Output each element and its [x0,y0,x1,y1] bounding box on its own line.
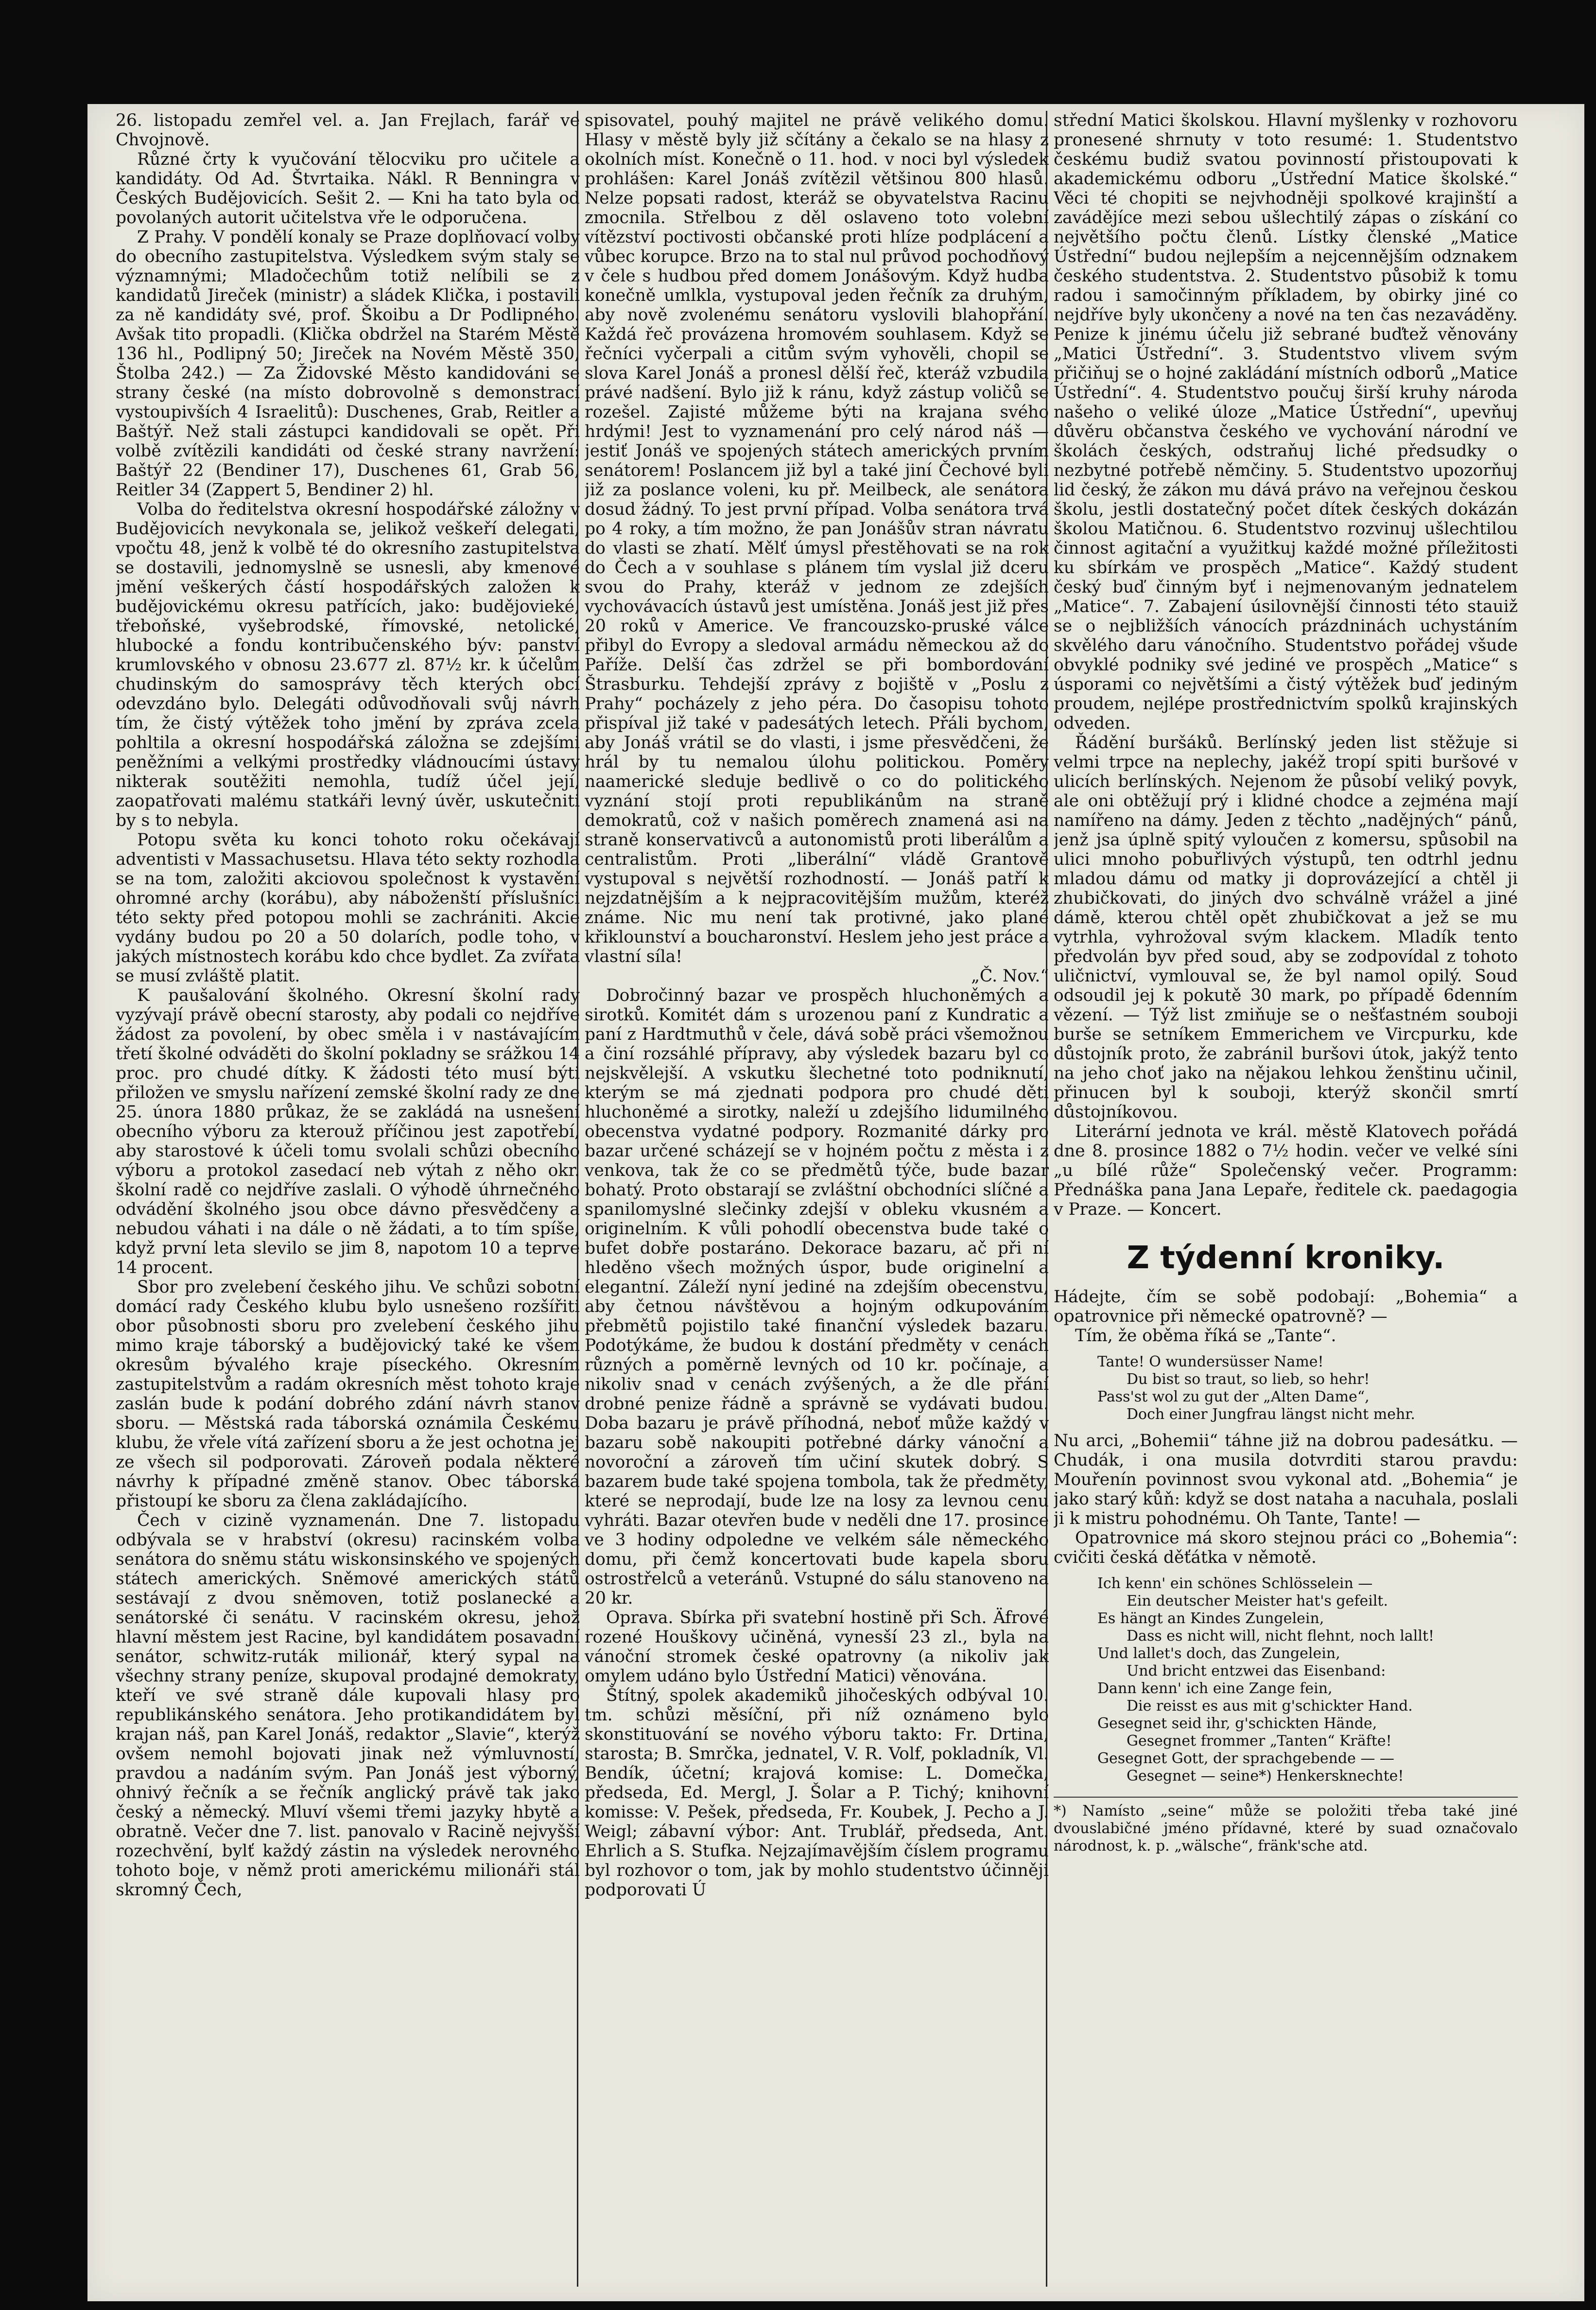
poem-line: Gesegnet — seine*) Henkersknechte! [1127,1768,1404,1785]
article-paragraph: Štítný, spolek akademiků jihočeských odbýval 10. tm. schůzi měsíční, při níž oznámeno bylo skonstituování se nového výboru takto: Fr. Drtina, starosta; B. Smrčka, jednatel, V. R. Volf, pokladník, Vl. Bendík, účetní; krajová komise: L. Domečka, předseda, Ed. Mergl, J. Šolar a P. Tichý; knihovní komisse: V. Pešek, předseda, Fr. Koubek, J. Pecho a J. Weigl; zábavní výbor: Ant. Trublář, předseda, Ant. Ehrlich a S. Stufka. Nejzajímavějším číslem programu byl rozhovor o tom, jak by mohlo studentstvo účinněji podporovati Ú [585,1686,1049,1900]
poem-line: Und bricht entzwei das Eisenband: [1127,1662,1386,1680]
poem-line: Die reisst es aus mit g'schickter Hand. [1127,1698,1413,1715]
article-paragraph: Různé črty k vyučování tělocviku pro učitele a kandidáty. Od Ad. Štvrtaika. Nákl. R Benningra v Českých Budějovicích. Sešit 2. — Kni ha tato byla od povolaných autorit učitelstva vře le odporučena. [116,150,580,228]
poem-line: Pass'st wol zu gut der „Alten Dame“, [1097,1388,1370,1405]
newspaper-page [87,104,1584,2301]
poem-line: Gesegnet Gott, der sprachgebende — — [1097,1750,1395,1767]
article-paragraph: K paušalování školného. Okresní školní rady vyzývají právě obecní starosty, aby podali co nejdříve žádost za povolení, by obec směla i v nastávajícím třetí školné odváděti do školní pokladny se srážkou 14 proc. pro chudé dítky. K žádosti této musí býti přiložen ve smyslu nařízení zemské školní rady ze dne 25. února 1880 průkaz, že se zakládá na usnešení obecního výboru za kterouž příčinou jest zapotřebí, aby starostové k účeli tomu svolali schůzi obecního výboru a protokol zasedací neb výtah z něho okr. školní radě co nejdříve zaslali. O výhodě úhrnečného odvádění školného jsou obce dávno přesvědčeny a nebudou váhati i na dále o ně žádati, a to tím spíše, když první leta slevilo se jim 8, napotom 10 a teprve 14 procent. [116,986,580,1278]
poem-line: Dann kenn' ich eine Zange fein, [1097,1680,1333,1697]
article-paragraph: Opatrovnice má skoro stejnou práci co „Bohemia“: cvičiti česká děťátka v němotě. [1054,1528,1518,1567]
article-paragraph: Tím, že oběma říká se „Tante“. [1075,1326,1336,1346]
poem-line: Du bist so traut, so lieb, so hehr! [1127,1371,1370,1388]
poem-line: Und lallet's doch, das Zungelein, [1097,1645,1340,1662]
article-paragraph: Dobročinný bazar ve prospěch hluchoněmých a sirotků. Komitét dám s urozenou paní z Kundratic a paní z Hardtmuthů v čele, dává sobě práci všemožnou a činí rozsáhlé přípravy, aby výsledek bazaru byl co nejskvělejší. A vskutku šlechetné toto podniknutí, kterým se má zjednati podpora pro chudé děti hluchoněmé a sirotky, naleží u zdejšího lidumilného obecenstva vydatné podpory. Rozmanité dárky pro bazar určené scházejí se v hojném počtu z města i z venkova, tak že co se předmětů týče, bude bazar bohatý. Proto obstarají se zvláštní obchodníci slíčné a spanilomyslné slečinky zdejší v obleku vkusném a originelním. K vůli pohodlí obecenstva bude také o bufet dobře postaráno. Dekorace bazaru, ač při ní hleděno všech možných úspor, bude originelní a elegantní. Záleží nyní jediné na zdejším obecenstvu, aby četnou návštěvou a hojným odkupováním přebmětů pojistilo také finanční výsledek bazaru. Podotýkáme, že budou k dostání předměty v cenách různých a poměrně levných od 10 kr. počínaje, a nikoliv snad v cenách zvýšených, a že dle přání drobné penize řádně a správně se vydávati budou. Doba bazaru je právě příhodná, neboť může každý v bazaru sobě nakoupiti potřebné dárky vánoční a novoroční a zároveň tím učiní skutek dobrý. S bazarem bude také spojena tombola, tak že předměty, které se neprodají, bude lze na losy za levnou cenu vyhráti. Bazar otevřen bude v neděli dne 17. prosince ve 3 hodiny odpoledne ve velkém sále německého domu, při čemž koncertovati bude kapela sboru ostrostřelců a veteránů. Vstupné do sálu stanoveno na 20 kr. [585,986,1049,1608]
article-paragraph: Volba do ředitelstva okresní hospodářské záložny v Budějovicích nevykonala se, jelikož veškeří delegati, vpočtu 48, jenž k volbě té do okresního zastupitelstva se dostavili, jednomyslně se usnesli, aby kmenové jmění veškerých částí hospodářských založen k budějovickému okresu patřících, jako: budějovieké, třeboňské, vyšebrodské, římovské, netolické, hlubocké a fondu kontribučenského býv: panství krumlovského v obnosu 23.677 zl. 87½ kr. k účelům chudinským do samosprávy těch kterých obcí odevzdáno bylo. Delegáti odůvodňovali svůj návrh tím, že čistý výtěžek toho jmění by zpráva zcela pohltila a okresní hospodářská záložna se zdejšími peněžními a velkými prostředky vládnoucími ústavy nikterak soutěžiti nemohla, tudíž účel její, zaopatřovati malému statkáři levný úvěr, uskutečniti by s to nebyla. [116,500,580,830]
poem-line: Gesegnet seid ihr, g'schickten Hände, [1097,1715,1377,1732]
article-paragraph: Sbor pro zvelebení českého jihu. Ve schůzi sobotní domácí rady Českého klubu bylo usnešeno rozšířiti obor působnosti sboru pro zvelebení českého jihu mimo kraje táborský a budějovický také ke všem okresům bývalého kraje píseckého. Okresním zastupitelstvům a radám okresních měst tohoto kraje zaslán bude k podání dobrého zdání návrh stanov sboru. — Městská rada táborská oznámila Českému klubu, že vřele vítá zařízení sboru a že jest ochotna jej ze všech sil podporovati. Zároveň podala některé návrhy k případné změně stanov. Obec táborská přistoupí ke sboru za člena zakládajícího. [116,1278,580,1511]
article-paragraph: Literární jednota ve král. městě Klatovech pořádá dne 8. prosince 1882 o 7½ hodin. večer ve velké síni „u bílé růže“ Společenský večer. Programm: Přednáška pana Jana Lepaře, ředitele ck. paedagogia v Praze. — Koncert. [1054,1122,1518,1219]
article-paragraph: Čech v cizině vyznamenán. Dne 7. listopadu odbývala se v hrabství (okresu) racinském volba senátora do sněmu státu wiskonsinského ve spojených státech amerických. Sněmové amerických států sestávají z dvou sněmoven, totiž poslanecké a senátorské či senátu. V racinském okresu, jehož hlavní městem jest Racine, byl kandidátem posavadní senátor, schwitz-ruták milionář, který sypal na všechny strany peníze, skupoval prodajné demokraty, kteří ve své straně dále kupovali hlasy pro republikánského senátora. Jeho protikandidátem byl krajan náš, pan Karel Jonáš, redaktor „Slavie“, kterýž ovšem nemohl bojovati jinak než výmluvností, pravdou a nadáním svým. Pan Jonáš jest výborný, ohnivý řečník a se řečník anglický právě tak jako český a německý. Mluví všemi třemi jazyky hbytě a obratně. Večer dne 7. list. panovalo v Racině nejvyšší rozechvění, bylť každý zástin na výsledek nerovného tohoto boje, v němž proti americkému milionáři stál skromný Čech, [116,1511,580,1900]
article-paragraph: 26. listopadu zemřel vel. a. Jan Frejlach, farář ve Chvojnově. [116,111,580,150]
article-paragraph: spisovatel, pouhý majitel ne právě velikého domu. Hlasy v městě byly již sčítány a čekalo se na hlasy z okolních míst. Konečně o 11. hod. v noci byl výsledek prohlášen: Karel Jonáš zvítězil většinou 800 hlasů. Nelze popsati radost, kteráž se obyvatelstva Racinu zmocnila. Střelbou z děl oslaveno toto volební vítězství poctivosti občanské proti hlíze podplácení a vůbec korupce. Brzo na to stal nul průvod pochodňový v čele s hudbou před domem Jonášovým. Když hudba konečně umlkla, vystupoval jeden řečník za druhým, aby nově zvolenému senátoru vyslovili blahopřání. Každá řeč provázena hromovém souhlasem. Když se řečníci vyčerpali a citům svým vyhověli, chopil se slova Karel Jonáš a pronesl dělší řeč, kteráž vzbudila právé nadšení. Bylo již k ránu, když zástup voličů se rozešel. Zajisté můžeme býti na krajana svého hrdými! Jest to vyznamenání pro celý národ náš — jestiť Jonáš ve spojených státech amerických prvním senátorem! Poslancem již byl a také jiní Čechové byli již za poslance voleni, ku př. Meilbeck, ale senátora dosud žádný. To jest první případ. Volba senátora trvá po 4 roky, a tím možno, že pan Jonášův stran návratu do vlasti se zhatí. Mělť úmysl přestěhovati se na rok do Čech a v souhlase s plánem tím vyslal již dceru svou do Prahy, kteráž v jednom ze zdejších vychovávacích ústavů jest umístěna. Jonáš jest již přes 20 roků v Americe. Ve francouzsko-pruské válce přibyl do Evropy a sledoval armádu německou až do Paříže. Delší čas zdržel se při bombordování Štrasburku. Tehdejší zprávy z bojiště v „Poslu z Prahy“ pocházely z jeho péra. Do časopisu tohoto přispíval již také v padesátých letech. Přáli bychom, aby Jonáš vrátil se do vlasti, i jsme přesvědčeni, že hrál by tu nemalou úlohu politickou. Poměry naamerické sleduje bedlivě o co do politického vyznání stojí proti republikánům na straně demokratů, což v našich poměrech znamená asi na straně konservativců a autonomistů proti liberálům a centralistům. Proti „liberální“ vládě Grantově vystupoval s největší rozhodností. — Jonáš patří k nejzdatnějším a k nejpracovitějším mužům, kteréž známe. Nic mu není tak protivné, jako plané křiklounství a boucharonství. Heslem jeho jest práce a vlastní síla! [585,111,1049,966]
poem-stanza [1097,1353,1518,1423]
article-source: „Č. Nov.“ [971,966,1049,986]
article-paragraph: Nu arci, „Bohemii“ táhne již na dobrou padesátku. — Chudák, i ona musila dotvrditi starou pravdu: Mouřenín povinnost svou vykonal atd. „Bohemia“ je jako starý kůň: když se dost nataha a nacuhala, poslali ji k mistru pohodnému. Oh Tante, Tante! — [1054,1431,1518,1528]
article-paragraph: Potopu světa ku konci tohoto roku očekávají adventisti v Massachusetsu. Hlava této sekty rozhodla se na tom, založiti akciovou společnost k vystavění ohromné archy (korábu), aby náboženští příslušníci této sekty před potopou mohli se zachrániti. Akcie vydány budou po 20 a 50 dolarích, podle toho, v jakých místnostech korábu kdo chce bydlet. Za zvířata se musí zvláště platit. [116,830,580,986]
column-1 [116,111,580,1900]
article-paragraph: Oprava. Sbírka při svatební hostině při Sch. Äfrové rozené Houškovy učiněná, vynesší 23 zl., byla na vánoční stromek české opatrovny (a nikoliv jak omylem udáno bylo Ústřední Matici) věnována. [585,1608,1049,1686]
poem-stanza [1097,1575,1518,1785]
poem-line: Gesegnet frommer „Tanten“ Kräfte! [1127,1732,1392,1750]
poem-line: Ich kenn' ein schönes Schlösselein — [1097,1575,1373,1592]
poem-line: Ein deutscher Meister hat's gefeilt. [1127,1592,1388,1610]
footnote: *) Namísto „seine“ může se položiti třeba také jiné dvouslabičné jméno přídavné, které by suad označovalo národnost, k. p. „wälsche“, fränk'sche atd. [1054,1797,1518,1855]
article-paragraph: Z Prahy. V pondělí konaly se Praze doplňovací volby do obecního zastupitelstva. Výsledkem svým staly se významnými; Mladočechům totiž nelíbili se z kandidatů Jireček (ministr) a sládek Klička, i postavili za ně kandidáty své, prof. Škoibu a Dr Podlipného. Avšak tito propadli. (Klička obdržel na Starém Městě 136 hl., Podlipný 50; Jireček na Novém Městě 350, Štolba 242.) — Za Židovské Město kandidováni se strany české (na místo dobrovolně s demonstrací vystoupivších 4 Israelitů): Duschenes, Grab, Reitler a Baštýř. Než stali zástupci kandidovali se opět. Při volbě zvítězili kandidáti od české strany navržení: Baštýř 22 (Bendiner 17), Duschenes 61, Grab 56, Reitler 34 (Zappert 5, Bendiner 2) hl. [116,228,580,500]
article-paragraph: Hádejte, čím se sobě podobají: „Bohemia“ a opatrovnice při německé opatrovně? — [1054,1287,1518,1326]
poem-line: Dass es nicht will, nicht flehnt, noch lallt! [1127,1628,1435,1645]
column-3 [1054,111,1518,1855]
poem-line: Doch einer Jungfrau längst nicht mehr. [1127,1406,1415,1423]
column-2 [585,111,1049,1900]
poem-line: Tante! O wundersüsser Name! [1097,1353,1324,1370]
article-paragraph: Řádění buršáků. Berlínský jeden list stěžuje si velmi trpce na neplechy, jakéž tropí spiti buršové v ulicích berlínských. Nejenom že působí veliký povyk, ale oni obtěžují prý i klidné chodce a zejména mají namířeno na dámy. Jeden z těchto „nadějných“ pánů, jenž jsa úplně spitý vyloučen z komersu, spůsobil na ulici mnoho pobuřlivých výstupů, ten odtrhl jednu mladou dámu od matky ji doprovázející a chtěl ji zhubičkovati, do jiných dvo schválně vrážel a jiné dámě, kterou chtěl opět zhubičkovat a jež se mu vytrhla, vyhrožoval svým klackem. Mladík tento předvolán byv před soud, aby se zodpovídal z tohoto uličnictví, vymlouval se, že byl namol opilý. Soud odsoudil jej k pokutě 30 mark, po případě 6denním vězení. — Týž list zmiňuje se o nešťastném souboji burše se setníkem Emmerichem ve Vircpurku, kde důstojník proto, že zabránil buršovi útok, jakýž tento na jeho choť jako na nějakou lehkou ženštinu učinil, přinucen byl k souboji, kterýž skončil smrtí důstojníkovou. [1054,733,1518,1122]
section-title: Z týdenní kroniky. [1127,1240,1445,1276]
article-paragraph: střední Matici školskou. Hlavní myšlenky v rozhovoru pronesené shrnuty v toto resumé: 1. Studentstvo českému budiž svatou povinností přistoupovati k akademickému odboru „Ústřední Matice školské.“ Věci té chopiti se nejvhodněji spolkové krajinští a zavádějíce mezi sebou ušlechtilý zápas o získání co největšího počtu členů. Lístky členské „Matice Ústřední“ budou nejlepším a nejcennějším odznakem českého studentstva. 2. Studentstvo působiž k tomu radou i samočinným příkladem, by obirky jiné co nejdříve byly ukončeny a nové na ten čas nezaváděny. Penize k jinému účelu již sebrané buďtež věnovány „Matici Ústřední“. 3. Studentstvo vlivem svým přičiňuj se o hojné zakládání místních odborů „Matice Ústřední“. 4. Studentstvo poučuj širší kruhy národa našeho o veliké úloze „Matice Ústřední“, upevňuj důvěru občanstva českého ve vychování národní ve školách českých, odstraňuj liché předsudky o nezbytné potřebě němčiny. 5. Studentstvo upozorňuj lid český, že zákon mu dává právo na veřejnou českou školu, jestli dostatečný počet dítek českých dokázán školou Matičnou. 6. Studentstvo rozvinuj ušlechtilou činnost agitační a využitkuj každé možné příležitosti ku sbírkám ve prospěch „Matice“. Každý student český buď činným byť i nejmenovaným jednatelem „Matice“. 7. Zabajení úsilovnější činnosti této stauiž se o nejbližších vánocích prázdninách uchystáním skvělého daru vánočního. Studentstvo pořádej všude obvyklé podniky své jediné ve prospěch „Matice“ s úsporami co největšími a čistý výtěžek buď jediným proudem, nejlépe prostřednictvím spolků krajinských odveden. [1054,111,1518,733]
poem-line: Es hängt an Kindes Zungelein, [1097,1610,1324,1627]
